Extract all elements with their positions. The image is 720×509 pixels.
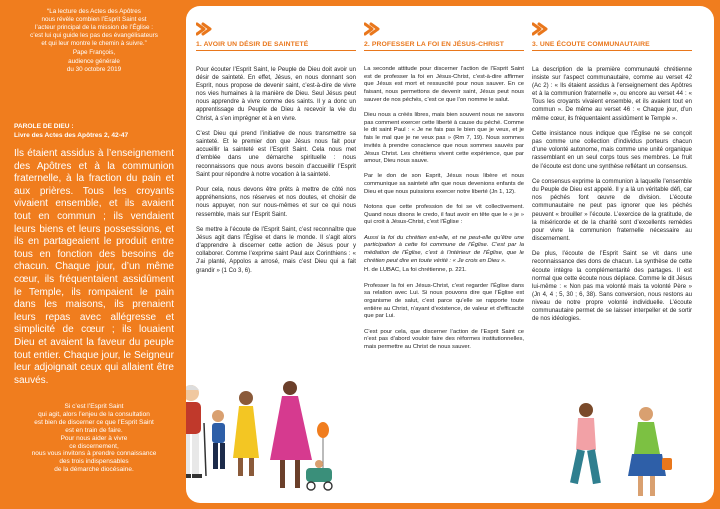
paragraph: Pour écouter l’Esprit Saint, le Peuple de Dieu doit avoir un désir de sainteté. En effet, Jésus, en nous donnant son Esprit, nous propose de devenir saint, c’est-à-dire de vivre nos vies humaines à la manière de Dieu. Seul Jésus peut nous apprendre à vivre comme des saints. Il y a donc un apprentissage du Peuple de Dieu à recevoir la vie du Christ, à s’en imprégner et à en vivre. — [196, 67, 356, 122]
attribution-line: Pape François, — [72, 49, 116, 57]
paragraph: Par le don de son Esprit, Jésus nous libère et nous communique sa sainteté afin que nous devenions enfants de Dieu et que nous puissions exercer notre liberté (Jn 1, 12). — [364, 173, 524, 195]
quote-source: H. de LUBAC, La foi chrétienne, p. 221. — [364, 267, 467, 274]
discernment-note — [14, 403, 174, 474]
column-title: 1. AVOIR UN DÉSIR DE SAINTETÉ — [196, 41, 309, 48]
quote-line: c’est lui qui guide les pas des évangélisateurs — [30, 32, 158, 40]
paragraph: C’est Dieu qui prend l’initiative de nous transmettre sa sainteté. Et le premier don que Jésus nous fait pour accueillir la sainteté est l’Esprit Saint. Cela nous met d’emblée dans une démarche spirituelle : nous reconnaissons que nous avons besoin d’accueillir l’Esprit Saint pour répondre à notre vocation à la sainteté. — [196, 131, 356, 178]
paragraph: La seconde attitude pour discerner l’action de l’Esprit Saint est de professer la foi en Jésus-Christ, c’est-à-dire affirmer que Jésus est mort et ressuscité pour nous sauver. En ce faisant, nous permettons de devenir saint, Jésus peut nous sauver de nos péchés, c’est ce que l’on nomme le salut. — [364, 66, 524, 103]
paragraph: Ce consensus exprime la communion à laquelle l’ensemble du Peuple de Dieu est appelé. Il y a là un véritable défi, car nos péchés font œuvre de division. L’écoute communautaire ne peut pas ignorer que les péchés peuvent « brouiller » l’écoute. L’exercice de la gratitude, de la miséricorde et de la charité sont d’excellents remèdes pour vivre la communion fraternelle nécessaire au discernement. — [532, 179, 692, 242]
chevron-right-icon — [196, 22, 212, 36]
quote-line: “La lecture des Actes des Apôtres — [47, 8, 141, 15]
title-divider — [532, 50, 692, 51]
note-line: ce discernement, — [69, 442, 119, 450]
note-line: nous vous invitons à prendre connaissance — [31, 450, 157, 458]
paragraph: De plus, l’écoute de l’Esprit Saint se vit dans une reconnaissance des dons de chacun. La synthèse de cette écoute intègre la complémentarité des partages. Il est normal que cette écoute nous déplace. Comme le dit Jésus lui-même : « Non pas ma volonté mais ta volonté Père » (Jn 4, 4 ; 5, 30 ; 6, 38). Sans conversion, nous restons au niveau de notre propre volonté individuelle. L’écoute communautaire permet de se laisser interpeller et de sortir de nos idéologies. — [532, 251, 692, 323]
quote-line: l’acteur principal de la mission de l’Église : — [35, 24, 153, 32]
paragraph: Professer la foi en Jésus-Christ, c’est regarder l’Église dans sa relation avec Lui. Si nous pouvons dire que l’Église est organisme de salut, c’est parce qu’elle se rapporte toute entière au Christ, n’ayant d’existence, de valeur et d’efficacité que par Lui. — [364, 282, 524, 320]
quote-line: et qui leur montre le chemin à suivre.” — [41, 40, 147, 48]
column-body — [532, 66, 692, 331]
paragraph: Dieu nous a créés libres, mais bien souvent nous ne savons pas comment exercer cette liberté à cause du péché. Comme le dit saint Paul : « Je ne fais pas le bien que je veux, et je fais le mal que je ne veux pas » (Rm 7, 19). Nous sommes invités à prendre conscience que nous sommes sauvés par Jésus Christ. Les chrétiens vivent cette expérience, que par amour, Dieu nous sauve. — [364, 112, 524, 165]
note-line: qui agit, alors l’enjeu de la consultation — [38, 410, 150, 418]
word-reference: Livre des Actes des Apôtres 2, 42-47 — [14, 132, 129, 139]
content-panel — [186, 6, 714, 503]
quote-line: nous révèle combien l’Esprit Saint est — [41, 16, 147, 24]
note-line: est en train de faire. — [65, 426, 123, 434]
note-line: de la démarche diocésaine. — [54, 466, 134, 474]
attribution-line: du 30 octobre 2019 — [66, 65, 122, 73]
column-body — [196, 66, 356, 282]
chevron-right-icon — [364, 22, 380, 36]
note-line: Pour nous aider à vivre — [60, 434, 128, 442]
chevron-right-icon — [532, 22, 548, 36]
paragraph: Se mettre à l’écoute de l’Esprit Saint, c’est reconnaître que Jésus agit dans l’Église et dans le monde. Il s’agit alors d’apprendre à discerner cette action de Jésus pour y collaborer. Comme l’exprime saint Paul aux Corinthiens : « J’ai planté, Appolos a arrosé, mais c’est Dieu qui a fait grandir » (1 Co 3, 6). — [196, 227, 356, 274]
attribution-line: audience générale — [68, 57, 120, 65]
column-title: 3. UNE ÉCOUTE COMMUNAUTAIRE — [532, 41, 650, 48]
note-line: Si c’est l’Esprit Saint — [64, 403, 124, 410]
paragraph: Pour cela, nous devons être prêts à mettre de côté nos appréhensions, nos réserves et nos doutes, et choisir de nous appuyer, non sur nous-mêmes et sur ce qui nous ressemble, mais sur l’Esprit Saint. — [196, 187, 356, 218]
title-divider — [196, 50, 356, 51]
note-line: des trois indispensables — [59, 458, 129, 466]
paragraph: La description de la première communauté chrétienne insiste sur l’aspect communautaire, comme au verset 42 (Ac 2) : « Ils étaient assidus à l’enseignement des Apôtres et à la communion fraternelle », ou encore au verset 44 : « Tous les croyants vivaient ensemble, et ils avaient tout en commun ». De même au verset 46 : « Chaque jour, d’un même cœur, ils fréquentaient assidûment le Temple ». — [532, 67, 692, 122]
word-title: PAROLE DE DIEU : — [14, 123, 74, 130]
lubac-quote: Aussi la foi du chrétien est-elle, et ne peut-elle qu’être une participation à cette foi commune de l’Église. C’est par la médiation de l’Église, c’est à l’intérieur de l’Église, que le chrétien peut dire en toute vérité : « Je crois en Dieu ». — [364, 234, 524, 264]
paragraph: Notons que cette profession de foi se vit collectivement. Quand nous disons le credo, il faut avoir en tête que le « je » qui croit à Jésus-Christ, c’est l’Église : — [364, 204, 524, 226]
paragraph: C’est pour cela, que discerner l’action de l’Esprit Saint ce n’est pas d’abord vouloir faire des réformes institutionnelles, mais permettre au Christ de nous sauver. — [364, 328, 524, 351]
title-divider — [364, 50, 524, 51]
acts-passage: Ils étaient assidus à l’enseignement des Apôtres et à la communion fraternelle, à la fraction du pain et aux prières. Tous les croyants vivaient ensemble, et ils avaient tout en commun ; ils vendaient leurs biens et leurs possessions, et ils en partageaient le produit entre tous en fonction des besoins de chacun. Chaque jour, d’un même cœur, ils fréquentaient assidûment le Temple, ils rompaient le pain dans les maisons, ils prenaient leurs repas avec allégresse et simplicité de cœur ; ils louaient Dieu et avaient la faveur du peuple tout entier. Chaque jour, le Seigneur leur adjoignait ceux qui allaient être sauvés. — [14, 148, 174, 386]
pope-quote — [14, 8, 174, 74]
quote-attribution — [14, 49, 174, 73]
word-of-god-heading — [14, 122, 174, 140]
left-strip — [0, 0, 186, 509]
family-illustration — [186, 378, 356, 503]
walkers-illustration — [558, 398, 708, 503]
paragraph: Cette insistance nous indique que l’Église ne se conçoit pas comme une collection d’individus porteurs chacun d’une volonté autonome, mais comme une unité organique rassemblant en un seul corps tous ses membres. Le fruit de l’écoute est donc une synthèse reflétant un consensus. — [532, 131, 692, 170]
column-body — [364, 66, 524, 359]
note-line: est bien de discerner ce que l’Esprit Saint — [34, 418, 154, 426]
column-title: 2. PROFESSER LA FOI EN JÉSUS-CHRIST — [364, 41, 504, 48]
